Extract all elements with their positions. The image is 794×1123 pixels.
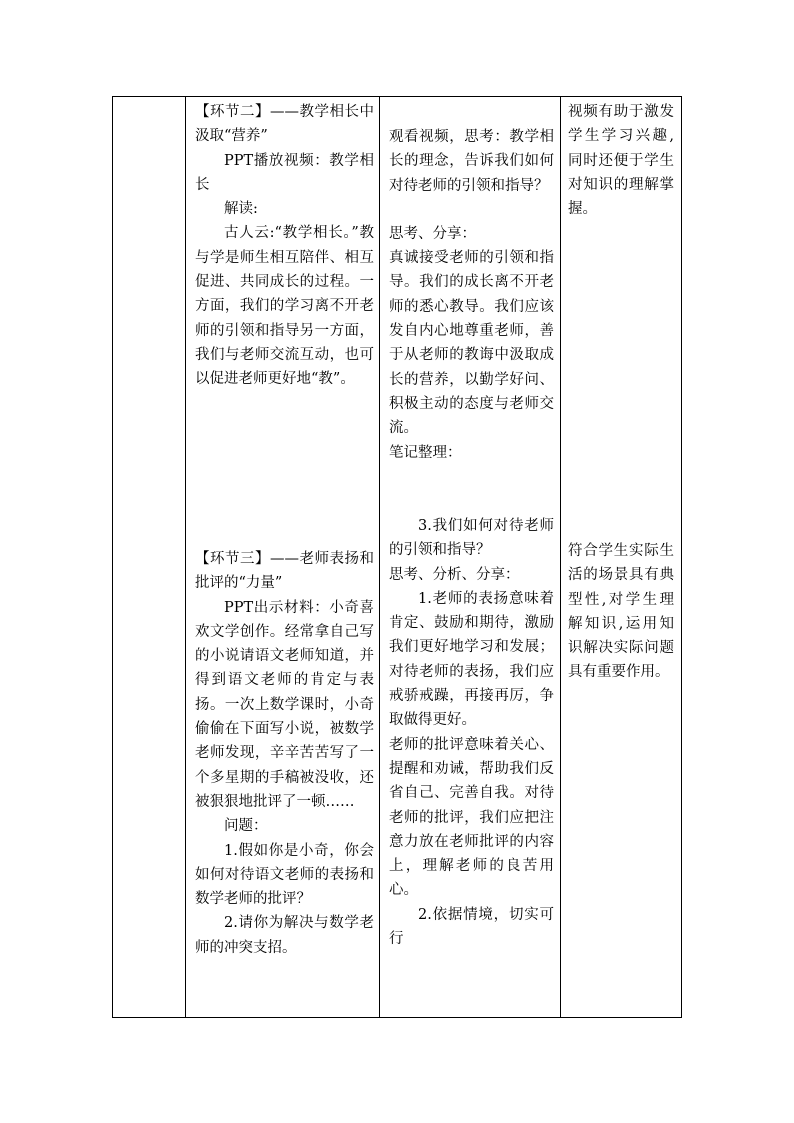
section3-design-intent: 符合学生实际生活的场景具有典型性,对学生理解知识,运用知识解决实际问题具有重要作用。 [568,543,674,681]
section3-student-activity [389,514,554,951]
design-intent-cell [561,97,682,1018]
section2-interpretation-label: 解读: [224,201,258,218]
section2-heading: 【环节二】——教学相长中汲取“营养” [195,104,374,145]
section2-student-activity [389,125,554,465]
section2-teacher-activity [195,100,374,392]
section2-notes-label: 笔记整理： [389,444,462,461]
section3-notes-question: 3.我们如何对待老师的引领和指导？ [389,518,554,559]
student-activity-cell [380,97,561,1018]
lesson-plan-table [112,96,682,1018]
section3-heading: 【环节三】——老师表扬和批评的“力量” [195,551,374,592]
section2-video-question: 观看视频，思考：教学相长的理念，告诉我们如何对待老师的引领和指导？ [389,129,554,194]
section3-answer-praise: 1.老师的表扬意味着肯定、鼓励和期待，激励我们更好地学习和发展；对待老师的表扬，我们应戒骄戒躁，再接再厉，争取做得更好。 [389,590,554,729]
section3-question-label: 问题： [224,818,268,835]
section3-material-text: PPT出示材料：小奇喜欢文学创作。经常拿自己写的小说请语文老师知道，并得到语文老师的肯定与表扬。一次上数学课时，小奇偷偷在下面写小说，被数学老师发现，辛辛苦苦写了一个多星期的手稿被没收，还被狠狠地批评了一顿…… [195,599,374,810]
section3-teacher-activity [195,547,374,960]
teacher-activity-cell [186,97,380,1018]
section3-analyze-label: 思考、分析、分享： [389,566,520,583]
section2-design-intent: 视频有助于激发学生学习兴趣,同时还便于学生对知识的理解掌握。 [568,104,674,218]
section3-answer-2: 2.依据情境，切实可行 [389,906,554,948]
phase-column-cell [113,97,186,1018]
section3-question-1: 1.假如你是小奇，你会如何对待语文老师的表扬和数学老师的批评？ [195,842,374,908]
section3-question-2: 2.请你为解决与数学老师的冲突支招。 [195,915,374,956]
section2-interpretation-text: 古人云:“教学相长。”教与学是师生相互陪伴、相互促进、共同成长的过程。一方面，我们的学习离不开老师的引领和指导另一方面，我们与老师交流互动，也可以促进老师更好地“教”。 [195,225,374,388]
section3-answer-criticism: 老师的批评意味着关心、提醒和劝诫，帮助我们反省自己、完善自我。对待老师的批评，我们应把注意力放在老师批评的内容上，理解老师的良苦用心。 [389,736,554,899]
section2-video-line: PPT播放视频：教学相长 [195,152,374,193]
section2-share-text: 真诚接受老师的引领和指导。我们的成长离不开老师的悉心教导。我们应该发自内心地尊重老师，善于从老师的教诲中汲取成长的营养，以勤学好问、积极主动的态度与老师交流。 [389,250,554,437]
section2-share-label: 思考、分享： [389,225,476,242]
